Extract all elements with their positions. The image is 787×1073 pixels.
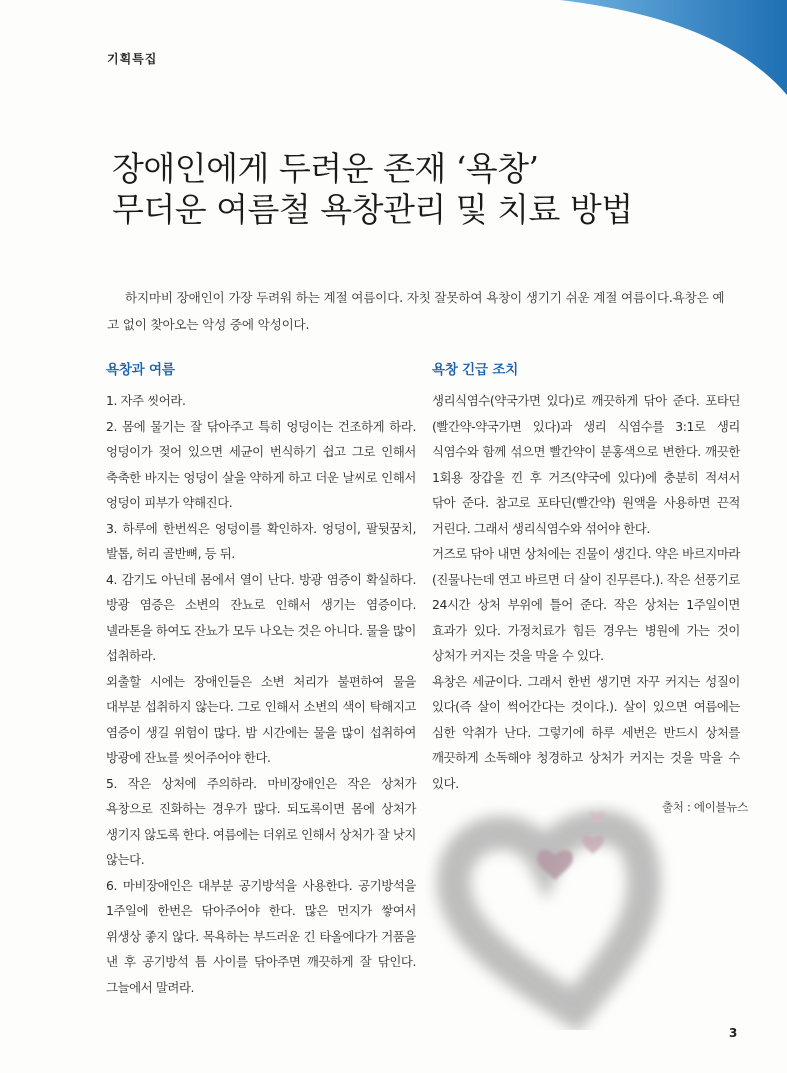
- page-number: 3: [729, 1026, 738, 1040]
- article-title: [112, 148, 752, 230]
- right-column: [432, 358, 740, 796]
- section-tag: 기획특집: [107, 52, 158, 66]
- left-column: [106, 358, 416, 1000]
- right-column-heading: 욕창 긴급 조치: [432, 362, 519, 378]
- body-paragraph: 거즈로 닦아 내면 상처에는 진물이 생긴다. 약은 바르지마라(진물나는데 연고 바르면 더 살이 진무른다.). 작은 선풍기로 24시간 상처 부위에 틀어 준다. 작은 상처는 1주일이면 효과가 있다. 가정치료가 힘든 경우는 병원에 가는 것이 상처가 커지는 것을 막을 수 있다.: [432, 546, 740, 663]
- body-paragraph: 5. 작은 상처에 주의하라. 마비장애인은 작은 상처가 욕창으로 진화하는 경우가 많다. 되도록이면 몸에 상처가 생기지 않도록 한다. 여름에는 더위로 인해서 상처가 잘 낫지 않는다.: [106, 775, 416, 867]
- body-paragraph: 1. 자주 씻어라.: [106, 393, 186, 408]
- title-line-2: 무더운 여름철 욕창관리 및 치료 방법: [112, 190, 633, 229]
- body-paragraph: 3. 하루에 한번씩은 엉덩이를 확인하자. 엉덩이, 팔뒷꿈치, 발톱, 허리 골반뼈, 등 뒤.: [106, 520, 416, 561]
- left-column-heading: 욕창과 여름: [106, 362, 175, 378]
- lead-paragraph: 하지마비 장애인이 가장 두려워 하는 계절 여름이다. 자칫 잘못하여 욕창이 생기기 쉬운 계절 여름이다.욕창은 예고 없이 찾아오는 악성 중에 악성이다.: [107, 290, 725, 332]
- body-paragraph: 6. 마비장애인은 대부분 공기방석을 사용한다. 공기방석을 1주일에 한번은 닦아주어야 한다. 많은 먼지가 쌓여서 위생상 좋지 않다. 목욕하는 부드러운 긴 타올에다가 거품을 낸 후 공기방석 틈 사이를 닦아주면 깨끗하게 잘 닦인다. 그늘에서 말려라.: [106, 877, 416, 995]
- title-line-1: 장애인에게 두려운 존재 ‘욕창’: [112, 149, 539, 188]
- body-paragraph: 외출할 시에는 장애인들은 소변 처리가 불편하여 물을 대부분 섭취하지 않는다. 그로 인해서 소변의 색이 탁해지고 염증이 생길 위험이 많다. 밤 시간에는 물을 많이 섭취하여 방광에 잔뇨를 씻어주어야 한다.: [106, 673, 416, 765]
- body-paragraph: 4. 감기도 아닌데 몸에서 열이 난다. 방광 염증이 확실하다. 방광 염증은 소변의 잔뇨로 인해서 생기는 염증이다. 넬라톤을 하여도 잔뇨가 모두 나오는 것은 아니다. 물을 많이 섭취하라.: [106, 571, 416, 663]
- source-credit: 출처 : 에이블뉴스: [662, 800, 748, 814]
- body-paragraph: 2. 몸에 물기는 잘 닦아주고 특히 엉덩이는 건조하게 하라. 엉덩이가 젖어 있으면 세균이 번식하기 쉽고 그로 인해서 축축한 바지는 엉덩이 살을 약하게 하고 더운 날씨로 인해서 엉덩이 피부가 약해진다.: [106, 418, 416, 510]
- body-paragraph: 생리식염수(약국가면 있다)로 깨끗하게 닦아 준다. 포타딘(빨간약-약국가면 있다)과 생리 식염수를 3:1로 생리 식염수와 함께 섞으면 빨간약이 분홍색으로 변한다. 깨끗한 1회용 장갑을 낀 후 거즈(약국에 있다)에 충분히 적셔서 닦아 준다. 참고로 포타딘(빨간약) 원액을 사용하면 끈적 거린다. 그래서 생리식염수와 섞어야 한다.: [432, 393, 740, 536]
- body-paragraph: 욕창은 세균이다. 그래서 한번 생기면 자꾸 커지는 성질이 있다(즉 살이 썩어간다는 것이다.). 살이 있으면 여름에는 심한 악취가 난다. 그렇기에 하루 세번은 반드시 상처를 깨끗하게 소독해야 청경하고 상처가 커지는 것을 막을 수 있다.: [432, 673, 740, 791]
- heart-icon: [425, 800, 725, 1030]
